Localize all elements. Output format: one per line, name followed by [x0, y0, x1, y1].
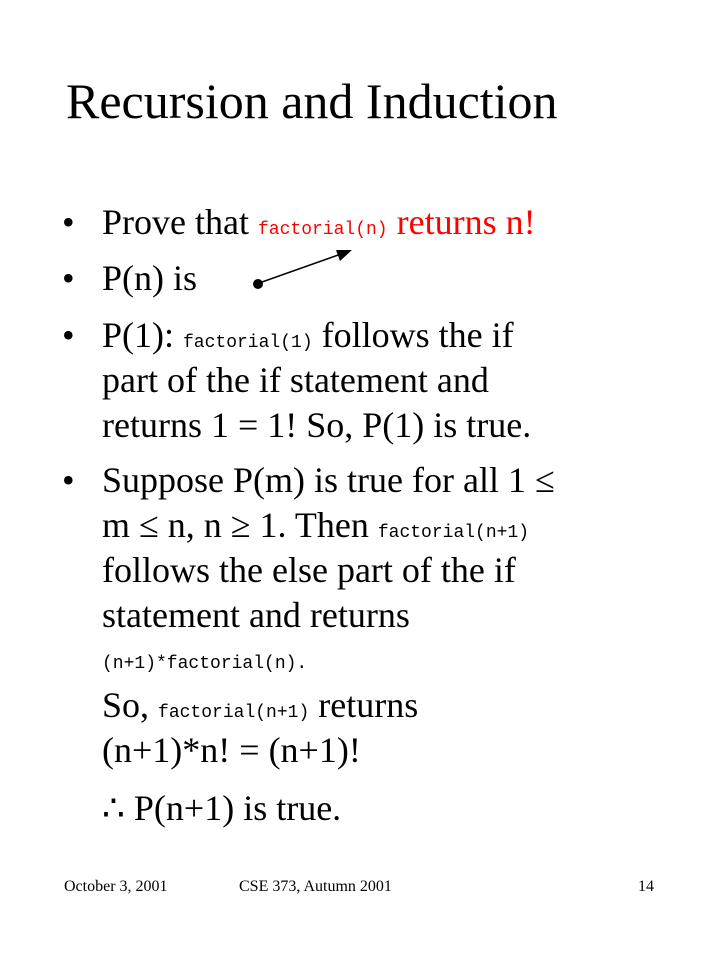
code-snippet: (n+1)*factorial(n). [102, 654, 308, 674]
bullet-suppose-line4: statement and returns [102, 595, 410, 635]
bullet-pn-is: P(n) is [102, 258, 198, 298]
arrow-head [336, 250, 352, 261]
bullet-p1-line2: part of the if statement and [102, 360, 489, 400]
bullet-marker: • [62, 460, 75, 500]
bullet-text: follows the if [312, 315, 514, 355]
bullet-suppose-line8: ∴ P(n+1) is true. [102, 788, 342, 828]
code-snippet: factorial(1) [183, 333, 313, 353]
code-snippet: factorial(n) [257, 220, 388, 240]
bullet-suppose-line3: follows the else part of the if [102, 550, 516, 590]
footer-date: October 3, 2001 [64, 878, 168, 895]
bullet-marker: • [62, 202, 75, 242]
slide-title: Recursion and Induction [66, 73, 558, 129]
bullet-suppose-line1: Suppose P(m) is true for all 1 ≤ [102, 460, 555, 500]
arrow-line [262, 254, 341, 282]
bullet-text: m ≤ n, n ≥ 1. Then [102, 505, 378, 545]
bullet-text: So, [102, 685, 159, 725]
bullet-text: Prove that [102, 202, 258, 242]
footer-page-number: 14 [638, 878, 654, 895]
bullet-text: returns [309, 685, 419, 725]
bullet-text-red: returns n! [387, 202, 536, 242]
bullet-text: P(1): [102, 315, 183, 355]
code-snippet: factorial(n+1) [377, 523, 530, 543]
code-snippet: factorial(n+1) [158, 703, 310, 723]
bullet-marker: • [62, 258, 75, 298]
bullet-suppose-line7: (n+1)*n! = (n+1)! [102, 730, 361, 770]
bullet-marker: • [62, 315, 75, 355]
anchor-dot [253, 279, 263, 289]
bullet-p1-line3: returns 1 = 1! So, P(1) is true. [102, 405, 532, 445]
footer-course: CSE 373, Autumn 2001 [239, 878, 392, 895]
